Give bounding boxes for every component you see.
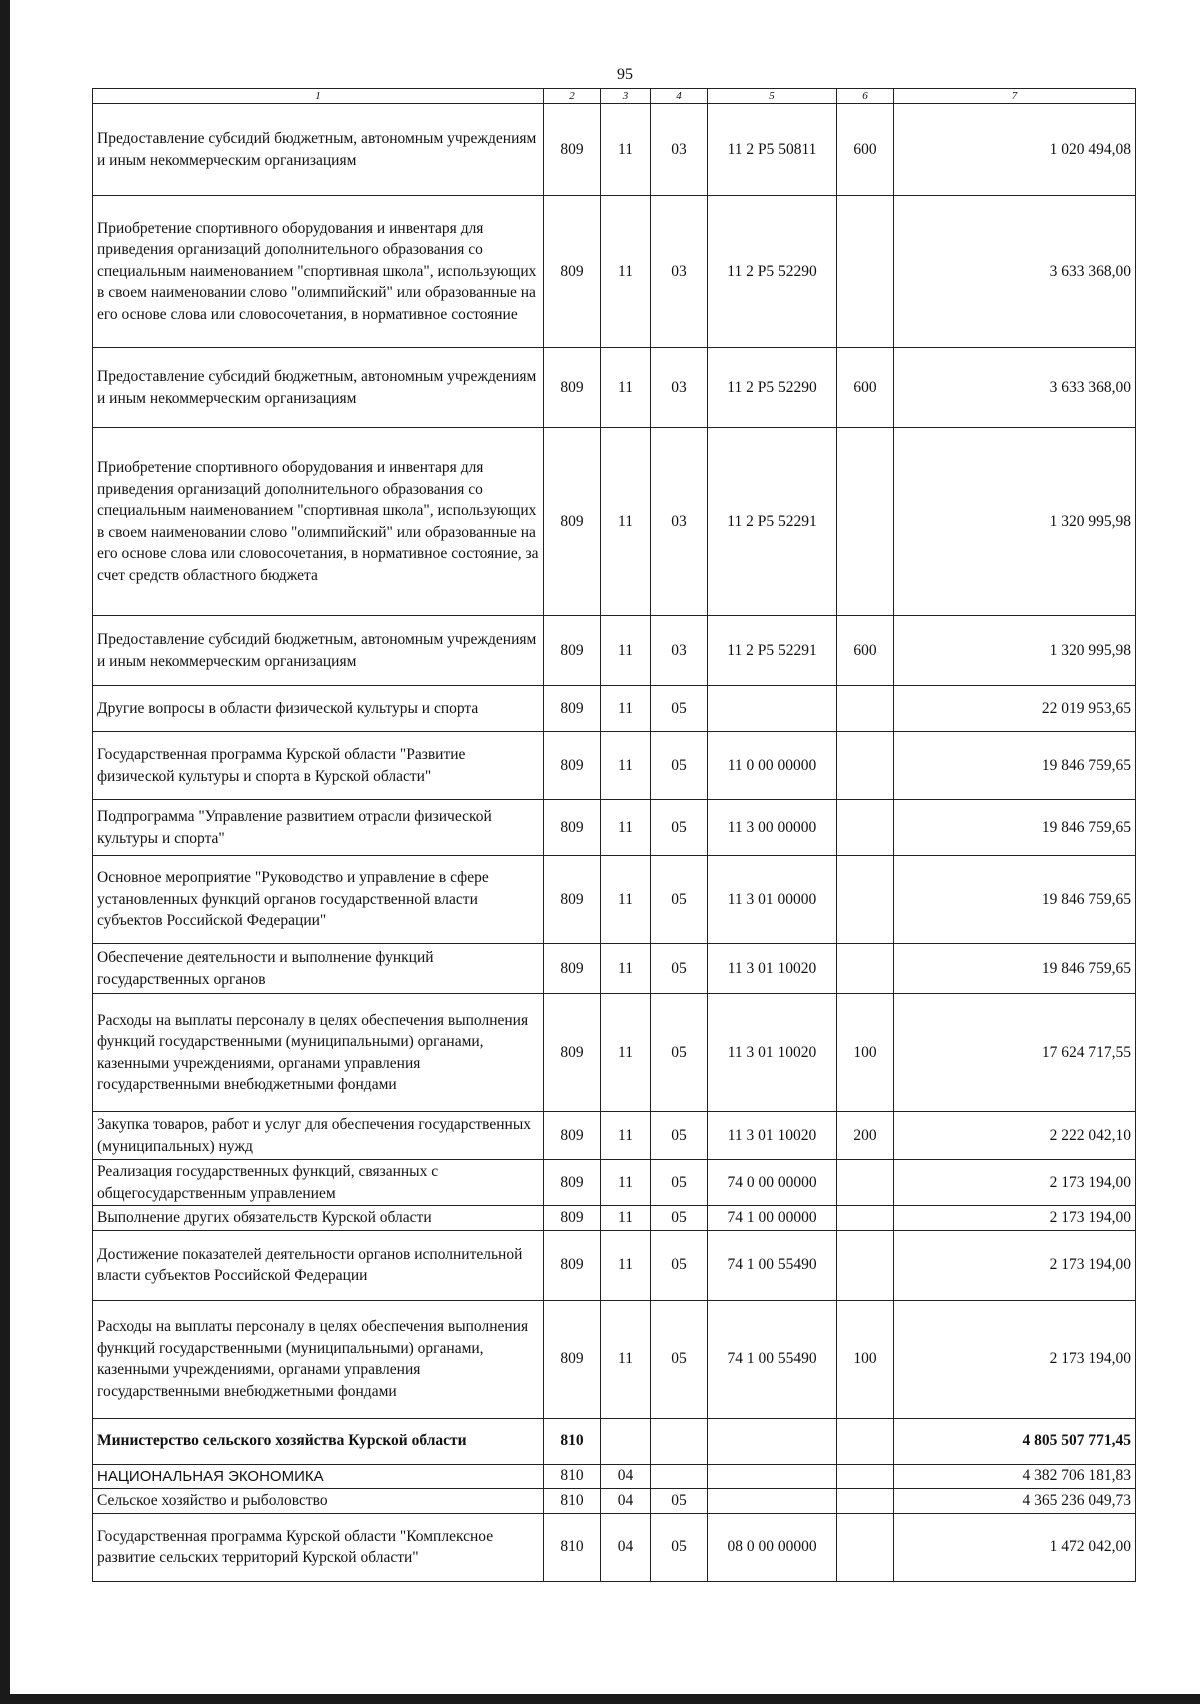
cell-ministry-code: 809 [544,994,601,1112]
cell-ministry-code: 809 [544,428,601,616]
cell-section-code: 11 [601,732,651,800]
cell-amount: 19 846 759,65 [894,732,1136,800]
cell-expense-type [837,1230,894,1300]
row-description: Приобретение спортивного оборудования и инвентаря для приведения организаций дополнительного образования со специальным наименованием "спортивная школа", использующих в своем наименовании слово "олимпийский" или образованные на его основе слова или словосочетания, в нормативное состояние, за счет средств областного бюджета [93,428,544,616]
table-row [93,104,1136,196]
cell-subsection-code: 05 [651,1206,708,1231]
cell-section-code: 11 [601,1300,651,1418]
row-description: Другие вопросы в области физической культуры и спорта [93,686,544,732]
table-row [93,856,1136,944]
cell-subsection-code: 05 [651,1230,708,1300]
cell-ministry-code: 810 [544,1464,601,1489]
table-row [93,1418,1136,1464]
cell-amount: 2 173 194,00 [894,1300,1136,1418]
cell-expense-type [837,1464,894,1489]
cell-amount: 22 019 953,65 [894,686,1136,732]
cell-ministry-code: 809 [544,686,601,732]
cell-amount: 2 173 194,00 [894,1206,1136,1231]
cell-expense-type: 600 [837,348,894,428]
cell-expense-type [837,1160,894,1206]
column-header: 3 [601,89,651,104]
cell-expense-type [837,428,894,616]
cell-target-article: 11 3 01 10020 [708,944,837,994]
cell-expense-type: 100 [837,994,894,1112]
row-description: Достижение показателей деятельности органов исполнительной власти субъектов Российской Федерации [93,1230,544,1300]
table-row [93,1112,1136,1160]
row-description: Министерство сельского хозяйства Курской области [93,1418,544,1464]
cell-expense-type [837,196,894,348]
cell-target-article [708,1418,837,1464]
cell-subsection-code: 05 [651,856,708,944]
cell-amount: 3 633 368,00 [894,348,1136,428]
cell-amount: 2 173 194,00 [894,1160,1136,1206]
cell-ministry-code: 810 [544,1513,601,1581]
cell-subsection-code: 05 [651,1513,708,1581]
cell-section-code: 11 [601,994,651,1112]
cell-expense-type [837,800,894,856]
table-row [93,1513,1136,1581]
cell-section-code: 11 [601,856,651,944]
cell-ministry-code: 809 [544,1206,601,1231]
scan-edge-left [0,0,10,1704]
cell-expense-type [837,1513,894,1581]
row-description: Предоставление субсидий бюджетным, автономным учреждениям и иным некоммерческим организациям [93,348,544,428]
cell-amount: 4 382 706 181,83 [894,1464,1136,1489]
cell-target-article: 11 2 P5 52291 [708,428,837,616]
row-description: Основное мероприятие "Руководство и управление в сфере установленных функций органов государственной власти субъектов Российской Федерации" [93,856,544,944]
cell-ministry-code: 809 [544,732,601,800]
cell-ministry-code: 809 [544,1112,601,1160]
row-description: Реализация государственных функций, связанных с общегосударственным управлением [93,1160,544,1206]
table-row [93,732,1136,800]
cell-subsection-code: 05 [651,1489,708,1514]
table-row [93,428,1136,616]
cell-expense-type [837,1206,894,1231]
cell-amount: 17 624 717,55 [894,994,1136,1112]
cell-target-article: 11 3 01 10020 [708,1112,837,1160]
cell-ministry-code: 809 [544,104,601,196]
cell-section-code: 11 [601,1160,651,1206]
table-row [93,1230,1136,1300]
cell-ministry-code: 809 [544,1300,601,1418]
row-description: НАЦИОНАЛЬНАЯ ЭКОНОМИКА [93,1464,544,1489]
table-row [93,686,1136,732]
cell-target-article: 74 1 00 00000 [708,1206,837,1231]
row-description: Расходы на выплаты персоналу в целях обеспечения выполнения функций государственными (муниципальными) органами, казенными учреждениями, органами управления государственными внебюджетными фондами [93,994,544,1112]
row-description: Государственная программа Курской области "Комплексное развитие сельских территорий Курской области" [93,1513,544,1581]
cell-subsection-code: 05 [651,944,708,994]
column-header: 7 [894,89,1136,104]
column-header: 4 [651,89,708,104]
cell-amount: 19 846 759,65 [894,856,1136,944]
table-row [93,1489,1136,1514]
column-header: 2 [544,89,601,104]
cell-amount: 4 805 507 771,45 [894,1418,1136,1464]
table-row [93,944,1136,994]
cell-subsection-code: 03 [651,616,708,686]
table-row [93,1206,1136,1231]
cell-section-code: 04 [601,1464,651,1489]
cell-ministry-code: 809 [544,944,601,994]
cell-target-article: 11 2 P5 50811 [708,104,837,196]
scan-edge-bottom [0,1694,1200,1704]
cell-expense-type [837,856,894,944]
cell-target-article [708,1464,837,1489]
cell-ministry-code: 809 [544,800,601,856]
row-description: Приобретение спортивного оборудования и инвентаря для приведения организаций дополнительного образования со специальным наименованием "спортивная школа", использующих в своем наименовании слово "олимпийский" или образованные на его основе слова или словосочетания, в нормативное состояние [93,196,544,348]
cell-subsection-code: 03 [651,104,708,196]
cell-amount: 2 173 194,00 [894,1230,1136,1300]
table-header-row [93,89,1136,104]
cell-ministry-code: 810 [544,1489,601,1514]
table-row [93,616,1136,686]
cell-subsection-code: 05 [651,732,708,800]
cell-section-code: 11 [601,1112,651,1160]
cell-target-article: 08 0 00 00000 [708,1513,837,1581]
cell-target-article: 11 3 01 10020 [708,994,837,1112]
row-description: Закупка товаров, работ и услуг для обеспечения государственных (муниципальных) нужд [93,1112,544,1160]
cell-amount: 1 020 494,08 [894,104,1136,196]
cell-subsection-code: 05 [651,1160,708,1206]
cell-target-article: 11 2 P5 52290 [708,196,837,348]
cell-expense-type [837,1418,894,1464]
cell-amount: 3 633 368,00 [894,196,1136,348]
row-description: Подпрограмма "Управление развитием отрасли физической культуры и спорта" [93,800,544,856]
row-description: Выполнение других обязательств Курской области [93,1206,544,1231]
cell-amount: 19 846 759,65 [894,800,1136,856]
cell-target-article: 11 2 P5 52290 [708,348,837,428]
cell-ministry-code: 809 [544,1230,601,1300]
cell-target-article [708,686,837,732]
table-row [93,196,1136,348]
cell-subsection-code: 03 [651,428,708,616]
row-description: Обеспечение деятельности и выполнение функций государственных органов [93,944,544,994]
cell-section-code: 11 [601,944,651,994]
cell-section-code: 11 [601,1230,651,1300]
cell-subsection-code: 05 [651,1112,708,1160]
cell-target-article: 11 0 00 00000 [708,732,837,800]
page-number: 95 [617,66,633,83]
cell-section-code: 11 [601,196,651,348]
cell-ministry-code: 809 [544,616,601,686]
row-description: Предоставление субсидий бюджетным, автономным учреждениям и иным некоммерческим организациям [93,616,544,686]
column-header: 1 [93,89,544,104]
column-header: 6 [837,89,894,104]
row-description: Предоставление субсидий бюджетным, автономным учреждениям и иным некоммерческим организациям [93,104,544,196]
cell-amount: 4 365 236 049,73 [894,1489,1136,1514]
cell-section-code: 11 [601,616,651,686]
cell-subsection-code: 05 [651,800,708,856]
cell-expense-type [837,732,894,800]
budget-table [92,88,1136,1582]
table-row [93,348,1136,428]
cell-subsection-code: 05 [651,994,708,1112]
cell-target-article: 74 1 00 55490 [708,1300,837,1418]
cell-section-code: 11 [601,1206,651,1231]
cell-ministry-code: 809 [544,196,601,348]
cell-subsection-code [651,1418,708,1464]
cell-section-code: 11 [601,348,651,428]
cell-expense-type: 600 [837,104,894,196]
cell-subsection-code: 03 [651,348,708,428]
cell-expense-type: 200 [837,1112,894,1160]
table-row [93,1300,1136,1418]
cell-target-article: 11 3 01 00000 [708,856,837,944]
cell-expense-type [837,944,894,994]
table-row [93,800,1136,856]
cell-section-code: 11 [601,428,651,616]
table-row [93,1160,1136,1206]
table-row [93,994,1136,1112]
cell-amount: 19 846 759,65 [894,944,1136,994]
cell-target-article: 74 1 00 55490 [708,1230,837,1300]
cell-amount: 2 222 042,10 [894,1112,1136,1160]
cell-section-code: 11 [601,800,651,856]
cell-amount: 1 320 995,98 [894,428,1136,616]
row-description: Сельское хозяйство и рыболовство [93,1489,544,1514]
row-description: Расходы на выплаты персоналу в целях обеспечения выполнения функций государственными (муниципальными) органами, казенными учреждениями, органами управления государственными внебюджетными фондами [93,1300,544,1418]
cell-subsection-code: 03 [651,196,708,348]
cell-subsection-code: 05 [651,1300,708,1418]
cell-ministry-code: 809 [544,856,601,944]
cell-target-article [708,1489,837,1514]
cell-target-article: 11 3 00 00000 [708,800,837,856]
cell-target-article: 74 0 00 00000 [708,1160,837,1206]
cell-expense-type: 100 [837,1300,894,1418]
cell-ministry-code: 809 [544,348,601,428]
cell-subsection-code: 05 [651,686,708,732]
cell-target-article: 11 2 P5 52291 [708,616,837,686]
cell-section-code [601,1418,651,1464]
cell-section-code: 11 [601,104,651,196]
table-row [93,1464,1136,1489]
column-header: 5 [708,89,837,104]
cell-expense-type [837,686,894,732]
cell-section-code: 04 [601,1489,651,1514]
cell-expense-type [837,1489,894,1514]
cell-subsection-code [651,1464,708,1489]
cell-ministry-code: 810 [544,1418,601,1464]
cell-section-code: 04 [601,1513,651,1581]
cell-ministry-code: 809 [544,1160,601,1206]
cell-section-code: 11 [601,686,651,732]
row-description: Государственная программа Курской области "Развитие физической культуры и спорта в Курской области" [93,732,544,800]
cell-expense-type: 600 [837,616,894,686]
cell-amount: 1 472 042,00 [894,1513,1136,1581]
cell-amount: 1 320 995,98 [894,616,1136,686]
